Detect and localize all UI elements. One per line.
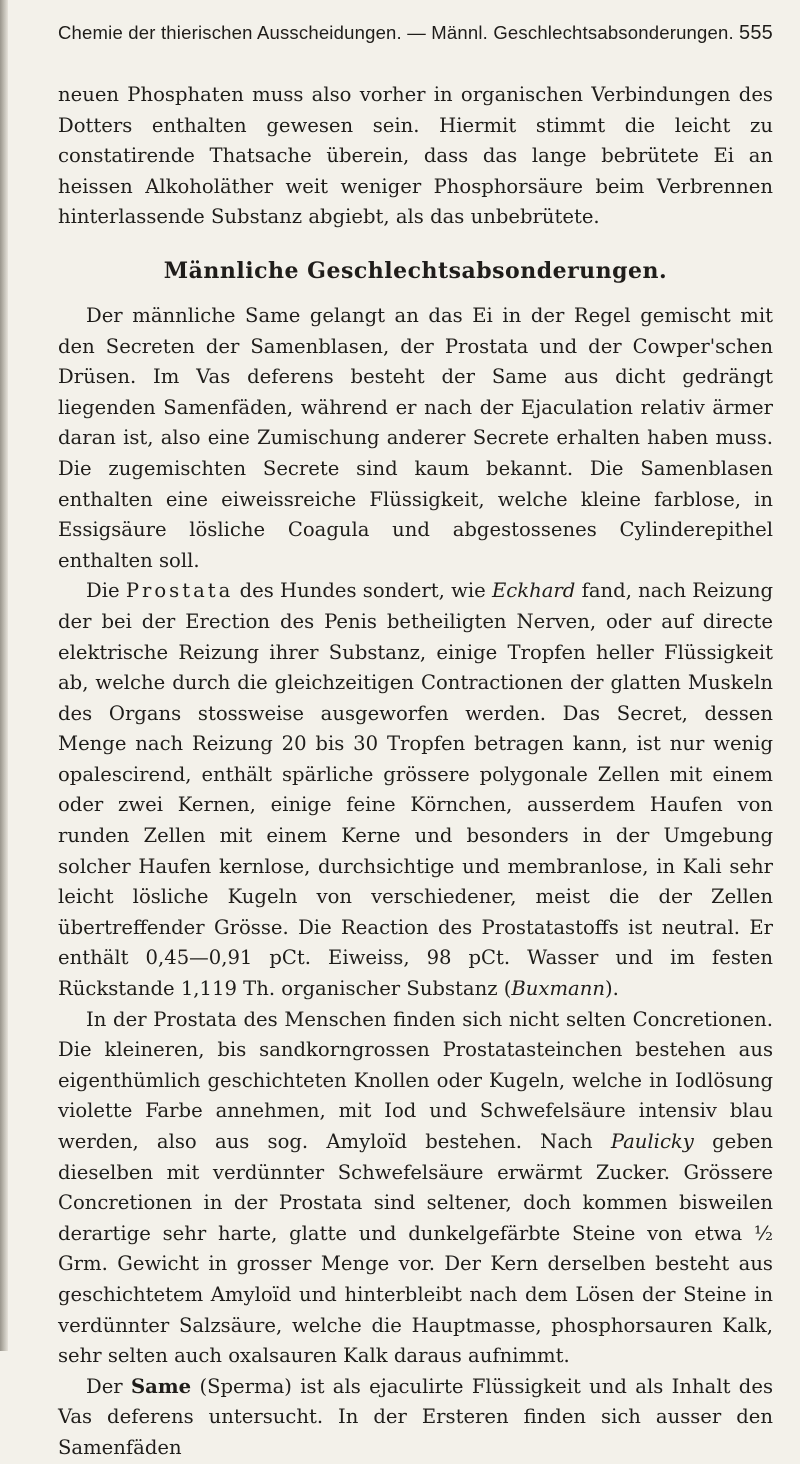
paragraph-prostata-hund xyxy=(58,576,773,1004)
text: ). xyxy=(604,977,619,1001)
paragraph-same: Der männliche Same gelangt an das Ei in der Regel gemischt mit den Secreten der Samenblasen, der Prostata und der Cowper'schen Drüsen. Im Vas deferens besteht der Same aus dicht gedrängt liegenden Samenfäden, während er nach der Ejaculation relativ ärmer daran ist, also eine Zumischung anderer Secrete erhalten haben muss. Die zugemischten Secrete sind kaum bekannt. Die Samenblasen enthalten eine eiweissreiche Flüssigkeit, welche kleine farblose, in Essigsäure lösliche Coagula und abgestossenes Cylinderepithel enthalten soll. xyxy=(58,303,773,572)
spaced-term-prostata: Prostata xyxy=(125,579,234,603)
section-heading: Männliche Geschlechtsabsonderungen. xyxy=(163,257,668,284)
author-name: Paulicky xyxy=(610,1130,694,1153)
paragraph-sperma xyxy=(58,1372,773,1464)
bold-term-same: Same xyxy=(131,1374,192,1398)
text: geben dieselben mit verdünnter Schwefelsäure erwärmt Zucker. Grössere Concretionen in der Prostata sind seltener, doch kommen bisweilen derartige sehr harte, glatte und dunkelgefärbte Steine von etwa ½ Grm. Gewicht in grosser Menge vor. Der Kern derselben besteht aus geschichtetem Amyloïd und hinterbleibt nach dem Lösen der Steine in verdünnter Salzsäure, welche die Hauptmasse, phosphorsauren Kalk, sehr selten auch oxalsauren Kalk daraus aufnimmt. xyxy=(58,1130,773,1368)
book-page xyxy=(58,18,773,1464)
page-number: 555 xyxy=(739,22,773,44)
running-title: Chemie der thierischen Ausscheidungen. — Männl. Geschlechtsabsonderungen. xyxy=(58,22,734,43)
running-header xyxy=(58,18,773,52)
paragraph-prostata-mensch xyxy=(58,1005,773,1372)
paragraph-dotter: neuen Phosphaten muss also vorher in organischen Verbindungen des Dotters enthalten gewesen sein. Hiermit stimmt die leicht zu constatirende Thatsache überein, dass das lange bebrütete Ei an heissen Alkoholäther weit weniger Phosphorsäure beim Verbrennen hinterlassende Substanz abgiebt, als das unbebrütete. xyxy=(58,83,773,229)
text: (Sperma) ist als ejaculirte Flüssigkeit und als Inhalt des Vas deferens untersucht. In der Ersteren finden sich ausser den Samenfäden xyxy=(58,1374,774,1459)
author-name: Eckhard xyxy=(491,579,576,603)
text: Der xyxy=(86,1374,123,1398)
text: fand, nach Reizung der bei der Erection des Penis betheiligten Nerven, oder auf directe elektrische Reizung ihrer Substanz, einige Tropfen heller Flüssigkeit ab, welche durch die gleichzeitigen Contractionen der glatten Muskeln des Organs stossweise ausgeworfen werden. Das Secret, dessen Menge nach Reizung 20 bis 30 Tropfen betragen kann, ist nur wenig opalescirend, enthält spärliche grössere polygonale Zellen mit einem oder zwei Kernen, einige feine Körnchen, ausserdem Haufen von runden Zellen mit einem Kerne und besonders in der Umgebung solcher Haufen kernlose, durchsichtige und membranlose, in Kali sehr leicht lösliche Kugeln von verschiedener, meist die der Zellen übertreffender Grösse. Die Reaction des Prostatastoffs ist neutral. Er enthält 0,45—0,91 pCt. Eiweiss, 98 pCt. Wasser und im festen Rückstande 1,119 Th. organischer Substanz ( xyxy=(58,579,774,1001)
text: Die xyxy=(86,579,120,603)
author-name: Buxmann xyxy=(511,977,605,1001)
text: des Hundes sondert, wie xyxy=(239,579,486,603)
text: In der Prostata des Menschen finden sich nicht selten Concretionen. Die kleineren, bis sandkorngrossen Prostatasteinchen bestehen aus eigenthümlich geschichteten Knollen oder Kugeln, welche in Iodlösung violette Farbe annehmen, mit Iod und Schwefelsäure intensiv blau werden, also aus sog. Amyloïd bestehen. Nach xyxy=(58,1007,773,1153)
body-text xyxy=(58,80,773,1464)
page-edge-shadow xyxy=(0,0,8,1351)
